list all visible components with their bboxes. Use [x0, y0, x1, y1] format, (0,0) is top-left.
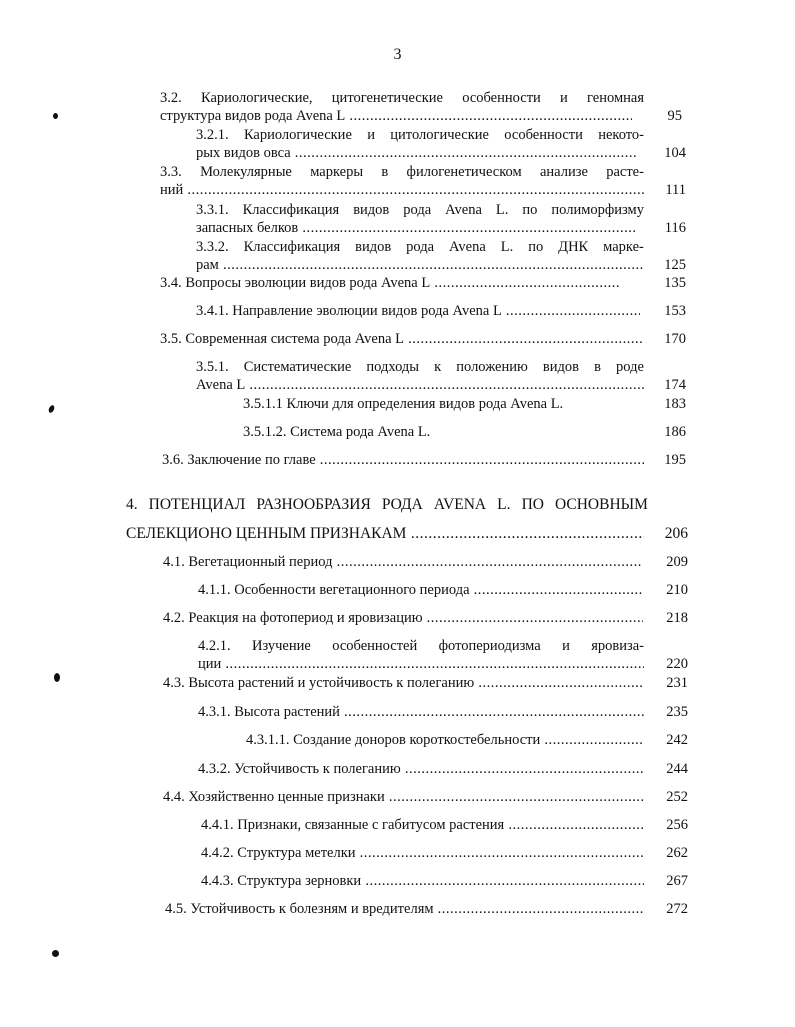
toc-entry-4-1-1: 4.1.1. Особенности вегетационного периода ..... [198, 581, 642, 599]
toc-page-4-3: 231 [666, 675, 688, 691]
toc-entry-4-1: 4.1. Вегетационный период ..... [163, 553, 641, 571]
toc-entry-3-3-line1: 3.3. Молекулярные маркеры в филогенетическом анализе расте- [160, 164, 644, 180]
toc-page-3-2-1: 104 [664, 145, 686, 161]
toc-entry-3-2-1-line2: рых видов овса ..... [196, 144, 636, 162]
toc-entry-4-4-3: 4.4.3. Структура зерновки ..... [201, 872, 644, 890]
toc-page-4-1-1: 210 [666, 582, 688, 598]
toc-page-4-3-1-1: 242 [666, 732, 688, 748]
scan-speck [54, 673, 60, 682]
toc-entry-3-5-1-2: 3.5.1.2. Система рода Avena L. [243, 424, 431, 440]
toc-entry-3-3-line2: ний ..... [160, 181, 644, 199]
toc-entry-4-4-2: 4.4.2. Структура метелки ..... [201, 844, 644, 862]
scan-speck [52, 950, 59, 957]
toc-entry-4-3-1-1: 4.3.1.1. Создание доноров короткостебельности ..... [246, 731, 644, 749]
toc-entry-3-5: 3.5. Современная система рода Avena L ..... [160, 330, 644, 348]
toc-page-3-3-2: 125 [664, 257, 686, 273]
toc-page-4-2-1: 220 [666, 656, 688, 672]
toc-page-4-4: 252 [666, 789, 688, 805]
toc-page-3-5: 170 [664, 331, 686, 347]
toc-entry-4-5: 4.5. Устойчивость к болезням и вредителям ..... [165, 900, 645, 918]
scan-speck [48, 404, 56, 413]
toc-page-3-2: 95 [667, 108, 682, 124]
toc-page-3-5-1-1: 183 [664, 396, 686, 412]
toc-entry-3-5-1-line2: Avena L ..... [196, 376, 644, 394]
toc-entry-3-3-2-line1: 3.3.2. Классификация видов рода Avena L. по ДНК марке- [196, 239, 644, 255]
toc-page-4-4-1: 256 [666, 817, 688, 833]
toc-entry-4-4-1: 4.4.1. Признаки, связанные с габитусом растения ..... [201, 816, 644, 834]
toc-entry-3-3-1-line2: запасных белков ..... [196, 219, 636, 237]
toc-entry-3-2-1-line1: 3.2.1. Кариологические и цитологические особенности некото- [196, 127, 644, 143]
toc-page-4-5: 272 [666, 901, 688, 917]
toc-page-4-3-1: 235 [666, 704, 688, 720]
toc-entry-3-3-1-line1: 3.3.1. Классификация видов рода Avena L. по полиморфизму [196, 202, 644, 218]
toc-entry-3-5-1-line1: 3.5.1. Систематические подходы к положению видов в роде [196, 359, 644, 375]
toc-entry-4-2: 4.2. Реакция на фотопериод и яровизацию ..... [163, 609, 643, 627]
page-number: 3 [393, 46, 402, 63]
toc-page-3-3: 111 [665, 182, 686, 198]
toc-entry-3-3-2-line2: рам ..... [196, 256, 644, 274]
toc-page-4-2: 218 [666, 610, 688, 626]
toc-chapter-4-line1: 4. ПОТЕНЦИАЛ РАЗНООБРАЗИЯ РОДА AVENA L. ПО ОСНОВНЫМ [126, 496, 648, 513]
toc-entry-4-3: 4.3. Высота растений и устойчивость к полеганию ..... [163, 674, 643, 692]
toc-page-3-5-1-2: 186 [664, 424, 686, 440]
toc-page-3-3-1: 116 [664, 220, 686, 236]
toc-page-3-4: 135 [664, 275, 686, 291]
toc-entry-3-2-line2: структура видов рода Avena L ..... [160, 107, 632, 125]
toc-page-3-4-1: 153 [664, 303, 686, 319]
toc-entry-4-2-1-line1: 4.2.1. Изучение особенностей фотопериодизма и яровиза- [198, 638, 644, 654]
toc-entry-4-2-1-line2: ции ..... [198, 655, 644, 673]
toc-entry-4-4: 4.4. Хозяйственно ценные признаки ..... [163, 788, 645, 806]
toc-page-chapter-4: 206 [664, 525, 688, 542]
toc-page-4-1: 209 [666, 554, 688, 570]
toc-page-3-5-1: 174 [664, 377, 686, 393]
toc-page-3-6: 195 [664, 452, 686, 468]
toc-entry-3-2-line1: 3.2. Кариологические, цитогенетические особенности и геномная [160, 90, 644, 106]
toc-entry-4-3-2: 4.3.2. Устойчивость к полеганию ..... [198, 760, 644, 778]
toc-entry-4-3-1: 4.3.1. Высота растений ..... [198, 703, 644, 721]
toc-page-4-4-3: 267 [666, 873, 688, 889]
toc-page-4-4-2: 262 [666, 845, 688, 861]
toc-entry-3-5-1-1: 3.5.1.1 Ключи для определения видов рода Avena L. [243, 396, 564, 412]
toc-entry-3-4-1: 3.4.1. Направление эволюции видов рода Avena L ..... [196, 302, 640, 320]
toc-entry-3-4: 3.4. Вопросы эволюции видов рода Avena L ..... [160, 274, 620, 292]
scan-speck [53, 113, 58, 119]
toc-entry-3-6: 3.6. Заключение по главе ..... [162, 451, 644, 469]
toc-page-4-3-2: 244 [666, 761, 688, 777]
toc-chapter-4-line2: СЕЛЕКЦИОНО ЦЕННЫМ ПРИЗНАКАМ ..... [126, 525, 644, 543]
